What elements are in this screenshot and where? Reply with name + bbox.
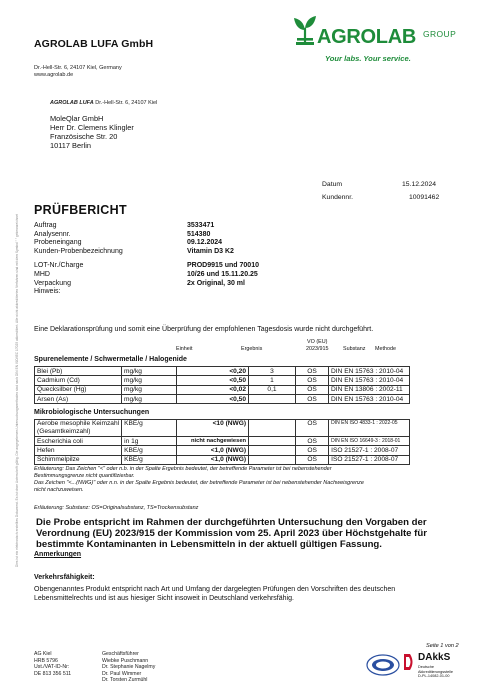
- cell-limit: 1: [249, 376, 296, 385]
- table-row: [35, 385, 410, 394]
- side-legal-text: Dies ist ein elektronisch erstelltes Dokument. Es ist ohne Unterschrift gültig. Die angegebenen Untersuchungsmethoden sind nach DIN EN ISO/IEC 17025 akkreditiert. Alle nicht akkreditierten Verfahren sind mit dem Symbol " " gekennzeichnet: [15, 213, 19, 567]
- footer-line: AG Kiel: [34, 651, 52, 657]
- heavy-metals-table: [34, 366, 410, 404]
- cell-method: DIN EN ISO 16649-3 : 2018-01: [329, 437, 410, 446]
- recipient-address: [50, 114, 134, 150]
- dakks-line: Akkreditierungsstelle: [418, 669, 454, 674]
- cell-substance: OS: [296, 376, 329, 385]
- table-row: [35, 437, 410, 446]
- cell-limit: 0,1: [249, 385, 296, 394]
- note-line: nicht nachzuweisen.: [34, 487, 84, 493]
- cell-unit: mg/kg: [122, 394, 177, 403]
- col-ergebnis: Ergebnis: [241, 346, 263, 352]
- col-vo-line2: 2023/915: [306, 345, 329, 352]
- microbiology-table: [34, 419, 410, 465]
- info-value: Vitamin D3 K2: [187, 247, 234, 255]
- footer-line: Dr. Paul Wimmer: [102, 670, 142, 677]
- marketability-line: Obengenanntes Produkt entspricht nach Art und Umfang der dargelegten Prüfungen den Vorschriften des deutschen: [34, 586, 396, 593]
- footer-line: Dr. Torsten Zurmühl: [102, 677, 148, 683]
- cell-unit: KBE/g: [122, 455, 177, 464]
- recipient-line: MoleQlar GmbH: [50, 114, 104, 123]
- recipient-line: 10117 Berlin: [50, 141, 91, 150]
- cell-method: ISO 21527-1 : 2008-07: [329, 455, 410, 464]
- cell-method: ISO 21527-1 : 2008-07: [329, 446, 410, 455]
- cell-result: <0,20: [177, 367, 249, 376]
- recipient-line: Herr Dr. Clemens Klingler: [50, 123, 134, 132]
- dakks-name: DAkkS: [418, 652, 451, 663]
- cell-param: [35, 420, 122, 437]
- dakks-line: D-PL-14082-01-00: [418, 674, 450, 679]
- footer-line: Dr. Stephanie Nagelmy: [102, 664, 156, 670]
- info-labels: [34, 222, 123, 297]
- recipient-line: Französische Str. 20: [50, 132, 118, 141]
- table-row: [35, 455, 410, 464]
- cell-method: DIN EN 13806 : 2002-11: [329, 385, 410, 394]
- cell-method: DIN EN 15763 : 2010-04: [329, 394, 410, 403]
- cell-param: Hefen: [35, 446, 122, 455]
- page-number: Seite 1 von 2: [426, 643, 459, 649]
- company-address: [34, 65, 122, 79]
- info-label: Hinweis:: [34, 288, 61, 296]
- info-label: Kunden-Probenbezeichnung: [34, 247, 123, 255]
- cell-unit: mg/kg: [122, 385, 177, 394]
- cell-result: <0,50: [177, 376, 249, 385]
- info-value: 2x Original, 30 ml: [187, 279, 245, 287]
- cell-result: <10 (NWG): [177, 420, 249, 437]
- sender-line: [50, 100, 157, 106]
- remarks-heading: Anmerkungen: [34, 551, 82, 558]
- note-line: Bestimmungsgrenze nicht quantifizierbar.: [34, 473, 135, 479]
- cell-param: Arsen (As): [35, 394, 122, 403]
- cell-method: DIN EN 15763 : 2010-04: [329, 367, 410, 376]
- cell-result: <1,0 (NWG): [177, 455, 249, 464]
- cell-substance: OS: [296, 394, 329, 403]
- table-row: [35, 420, 410, 437]
- cell-result: <0,02: [177, 385, 249, 394]
- info-value: 09.12.2024: [187, 239, 223, 247]
- section-microbiology: Mikrobiologische Untersuchungen: [34, 409, 150, 416]
- table-row: [35, 376, 410, 385]
- company-address-line: Dr.-Hell-Str. 6, 24107 Kiel, Germany: [34, 65, 122, 71]
- ilac-seal-icon: [366, 654, 400, 676]
- table-row: [35, 367, 410, 376]
- info-label: Verpackung: [34, 279, 71, 287]
- footer-line: Geschäftsführer: [102, 651, 139, 657]
- notes-block: [34, 466, 364, 494]
- col-einheit: Einheit: [176, 346, 193, 352]
- cell-unit: KBE/g: [122, 446, 177, 455]
- cell-param-line1: Aerobe mesophile Keimzahl: [37, 420, 120, 427]
- cell-substance: OS: [296, 437, 329, 446]
- cell-limit: [249, 437, 296, 446]
- cell-substance: OS: [296, 385, 329, 394]
- cell-unit: mg/kg: [122, 376, 177, 385]
- customer-number-label: Kundennr.: [322, 194, 353, 201]
- cell-param: Blei (Pb): [35, 367, 122, 376]
- footer-line: DE 813 356 511: [34, 670, 72, 677]
- col-vo-line1: VO (EU): [307, 339, 328, 345]
- cell-param-line2: (Gesamtkeimzahl): [37, 428, 91, 435]
- info-value: 3533471: [187, 222, 215, 229]
- footer-line: Wiebke Puschmann: [102, 657, 149, 664]
- sender-address: Dr.-Hell-Str. 6, 24107 Kiel: [95, 100, 158, 106]
- note-line: Das Zeichen "<...(NWG)" oder n.n. in der Spalte Ergebnis bedeutet, der betreffende Parameter ist bei nebenstehender Nachweisgrenze: [34, 480, 364, 486]
- marketability-line: Lebensmittelrechts und ist aus hiesiger Sicht insoweit in Deutschland verkehrsfähig.: [34, 595, 294, 602]
- report-title: PRÜFBERICHT: [34, 203, 127, 217]
- cell-param: Escherichia coli: [35, 437, 122, 446]
- sender-name: AGROLAB LUFA: [50, 100, 94, 106]
- info-label: Auftrag: [34, 222, 57, 229]
- cell-result: <0,50: [177, 394, 249, 403]
- logo-plant-icon: [292, 14, 318, 46]
- cell-limit: 3: [249, 367, 296, 376]
- dakks-logo: [402, 650, 482, 690]
- conclusion-text: [36, 517, 476, 550]
- marketability-text: [34, 585, 484, 603]
- cell-limit: [249, 455, 296, 464]
- col-methode: Methode: [375, 346, 396, 352]
- cell-unit: in 1g: [122, 437, 177, 446]
- conclusion-line: Verordnung (EU) 2023/915 der Kommission vom 25. April 2023 über Höchstgehalte für: [36, 528, 427, 539]
- info-label: Probeneingang: [34, 239, 82, 247]
- note-line: Erläuterung: Das Zeichen "<" oder n.b. in der Spalte Ergebnis bedeutet, der betreffende Parameter ist bei nebenstehender: [34, 466, 332, 472]
- agrolab-logo: [290, 10, 490, 72]
- info-label: Analysennr.: [34, 230, 71, 238]
- company-name: AGROLAB LUFA GmbH: [34, 38, 154, 50]
- substance-note: Erläuterung: Substanz: OS=Originalsubstanz, TS=Trockensubstanz: [34, 505, 199, 511]
- cell-substance: OS: [296, 420, 329, 437]
- info-label: LOT-Nr./Charge: [34, 262, 84, 270]
- footer-line: HRB 5796: [34, 657, 58, 664]
- logo-wordmark: AGROLAB: [317, 26, 417, 48]
- info-value: 514380: [187, 230, 211, 238]
- declaration-text: Eine Deklarationsprüfung und somit eine Überprüfung der empfohlenen Tagesdosis wurde nicht durchgeführt.: [34, 326, 374, 333]
- cell-result: nicht nachgewiesen: [177, 437, 249, 446]
- info-value: 10/26 und 15.11.20.25: [187, 270, 258, 278]
- dakks-mark-icon: [402, 652, 416, 672]
- cell-result: <1,0 (NWG): [177, 446, 249, 455]
- col-substanz: Substanz: [343, 346, 366, 352]
- footer-management: [102, 651, 155, 684]
- conclusion-line: Die Probe entspricht im Rahmen der durchgeführten Untersuchung den Vorgaben der: [36, 517, 427, 528]
- logo-group: GROUP: [423, 29, 457, 39]
- cell-substance: OS: [296, 367, 329, 376]
- cell-limit: [249, 420, 296, 437]
- company-web: www.agrolab.de: [34, 72, 74, 78]
- cell-unit: KBE/g: [122, 420, 177, 437]
- dakks-line: Deutsche: [418, 665, 435, 669]
- customer-number-value: 10091462: [409, 194, 440, 201]
- footer-registry: [34, 651, 71, 677]
- cell-limit: [249, 394, 296, 403]
- section-heavy-metals: Spurenelemente / Schwermetalle / Halogenide: [34, 356, 187, 363]
- table-row: [35, 446, 410, 455]
- col-vo: [306, 339, 328, 352]
- cell-substance: OS: [296, 446, 329, 455]
- cell-method: DIN EN 15763 : 2010-04: [329, 376, 410, 385]
- cell-param: Quecksilber (Hg): [35, 385, 122, 394]
- info-value: PROD9915 und 70010: [187, 262, 259, 270]
- info-values: [187, 222, 259, 288]
- cell-substance: OS: [296, 455, 329, 464]
- logo-tagline: Your labs. Your service.: [325, 54, 411, 63]
- dakks-text: [418, 665, 453, 679]
- footer-line: Ust./VAT-ID-Nr:: [34, 664, 70, 670]
- info-label: MHD: [34, 270, 50, 278]
- cell-unit: mg/kg: [122, 367, 177, 376]
- cell-method: DIN EN ISO 4833-1 : 2022-05: [329, 420, 410, 437]
- date-label: Datum: [322, 181, 343, 188]
- cell-limit: [249, 446, 296, 455]
- conclusion-line: bestimmte Kontaminanten in Lebensmitteln in der aktuell gültigen Fassung.: [36, 539, 382, 550]
- date-value: 15.12.2024: [402, 181, 437, 188]
- cell-param: Cadmium (Cd): [35, 376, 122, 385]
- table-row: [35, 394, 410, 403]
- cell-param: Schimmelpilze: [35, 455, 122, 464]
- marketability-heading: Verkehrsfähigkeit:: [34, 574, 95, 581]
